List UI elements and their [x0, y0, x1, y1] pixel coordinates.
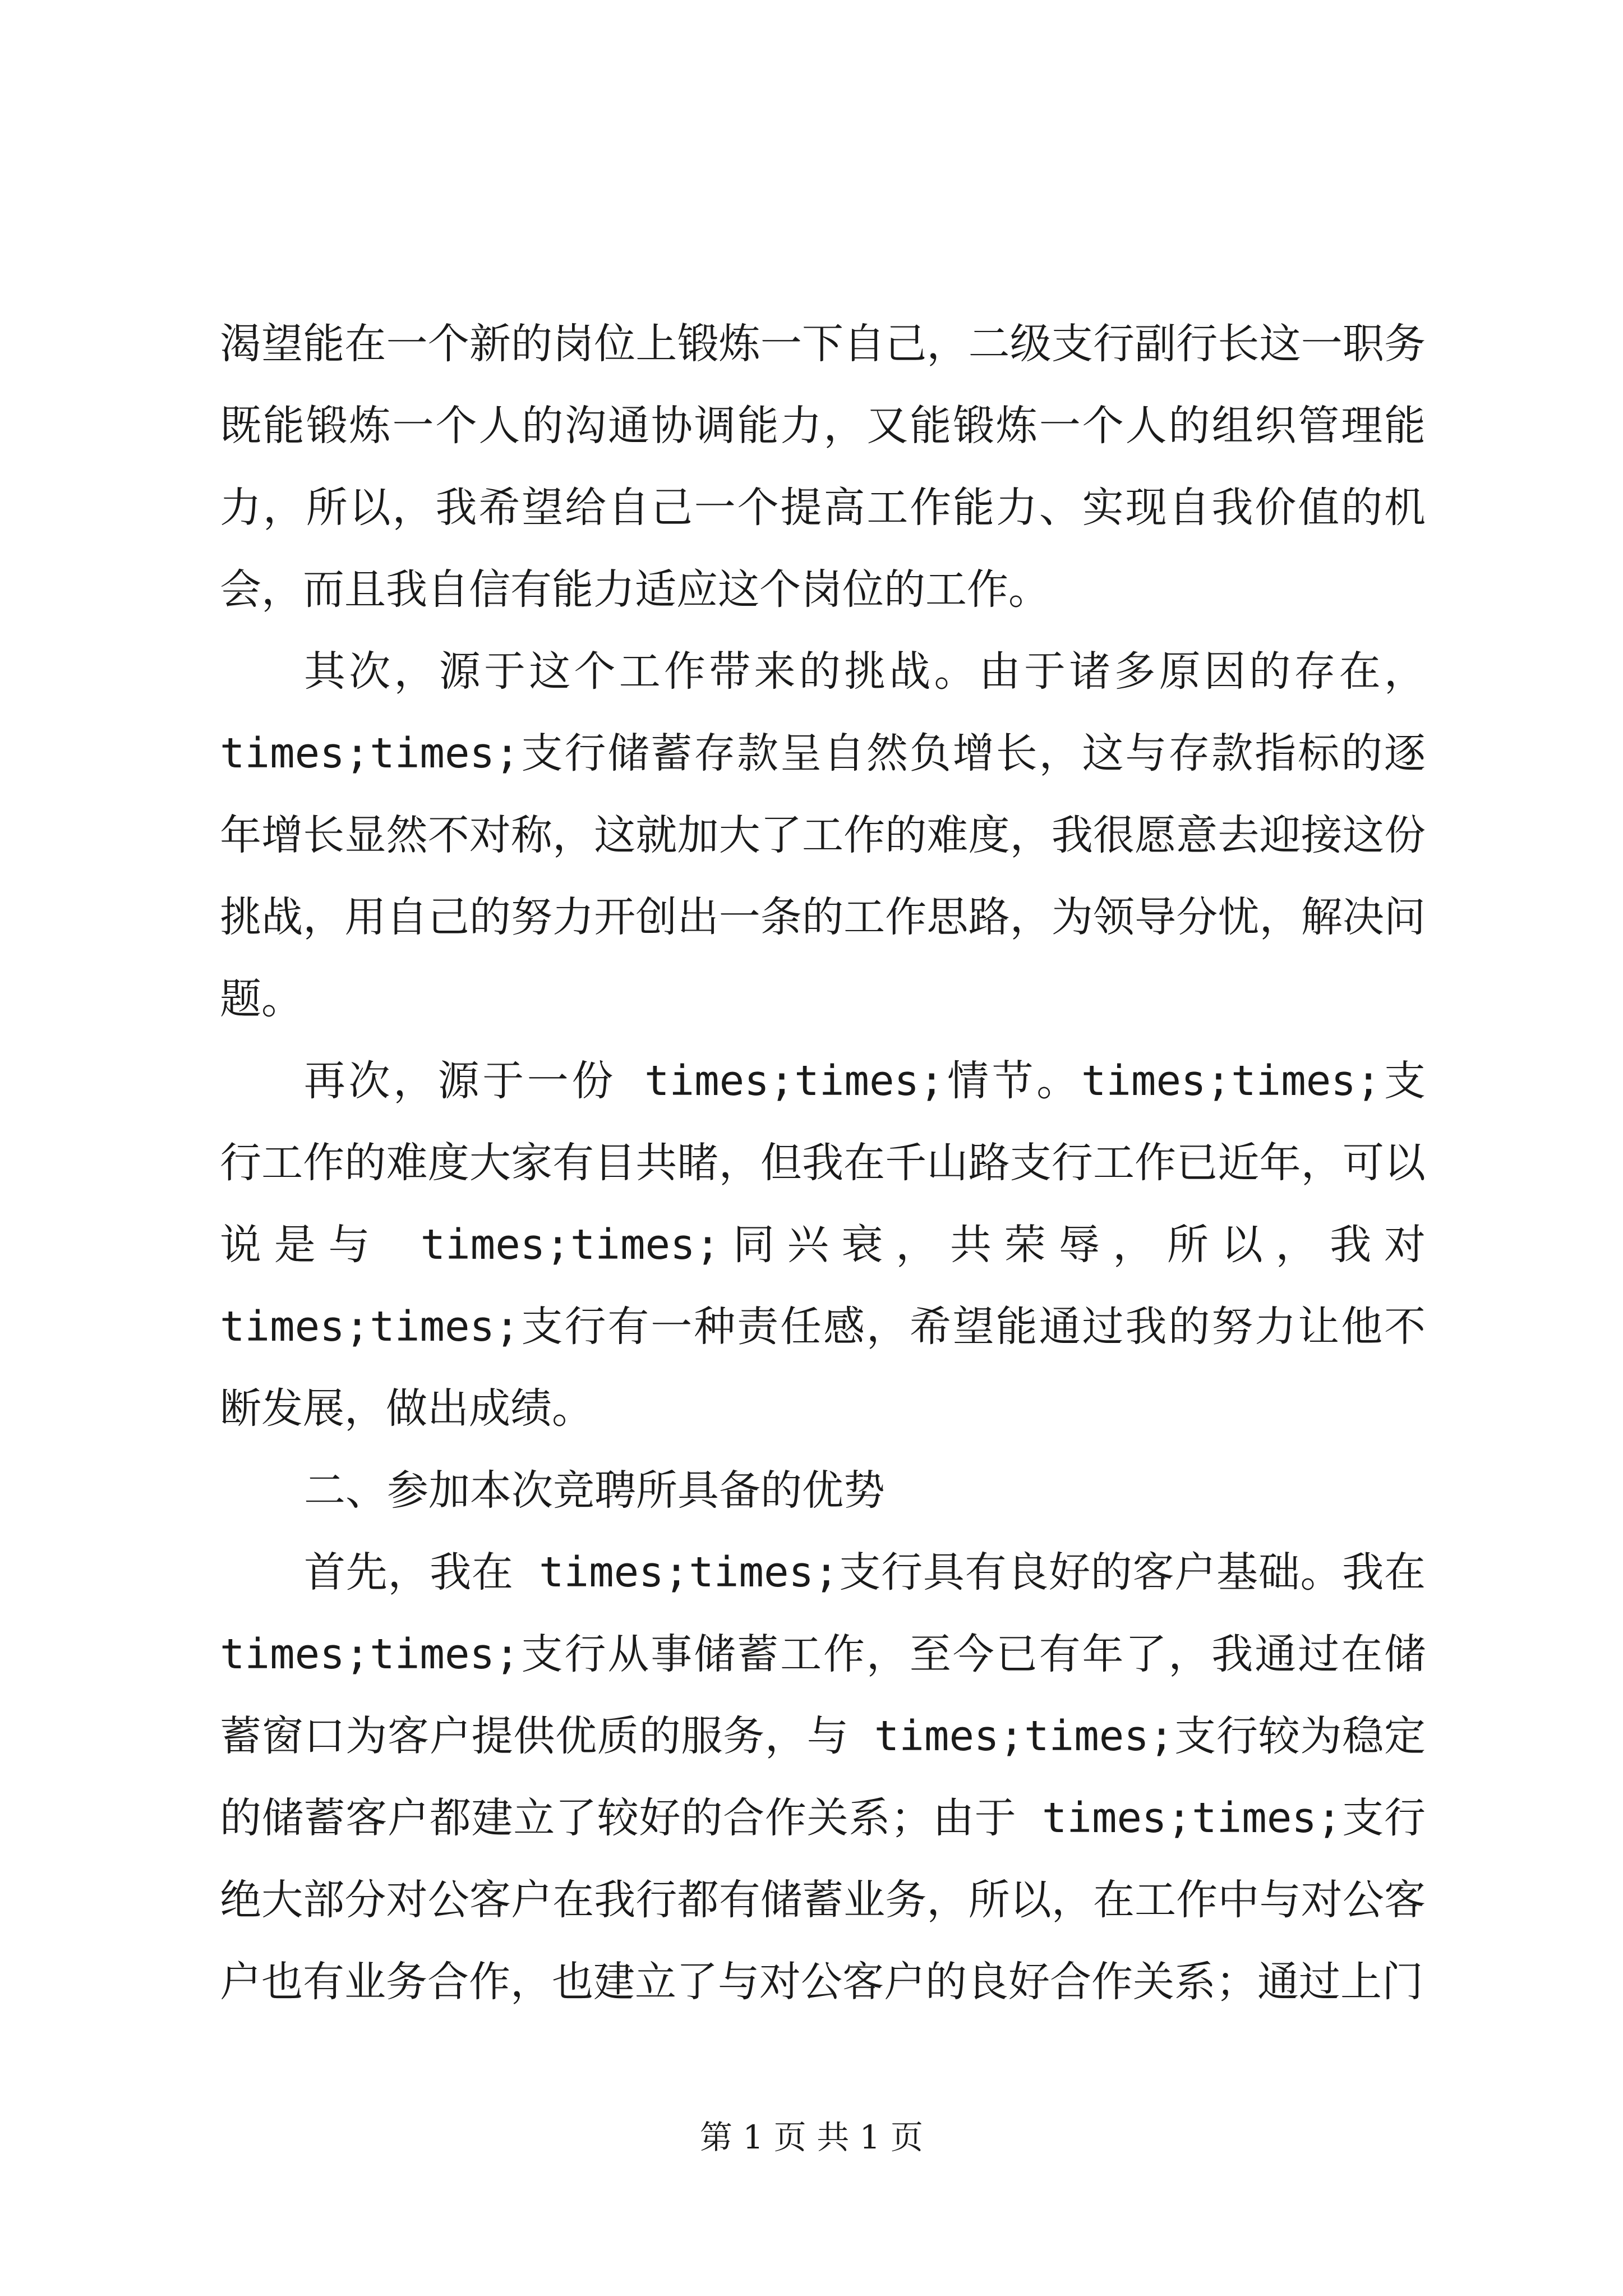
paragraph-advantages: 首先，我在 times;times;支行具有良好的客户基础。我在times;times;支行从事储蓄工作，至今已有年了，我通过在储蓄窗口为客户提供优质的服务，与 times;times;支行较为稳定的储蓄客户都建立了较好的合作关系；由于 times;times;支行绝大部分对公客户在我行都有储蓄业务，所以，在工作中与对公客户也有业务合作，也建立了与对公客户的良好合作关系；通过上门 [220, 1548, 1426, 2006]
paragraph-continuation: 渴望能在一个新的岗位上锻炼一下自己，二级支行副行长这一职务既能锻炼一个人的沟通协调能力，又能锻炼一个人的组织管理能力，所以，我希望给自己一个提高工作能力、实现自我价值的机会，而且我自信有能力适应这个岗位的工作。 [220, 320, 1426, 614]
paragraph-challenge: 其次，源于这个工作带来的挑战。由于诸多原因的存在，times;times;支行储蓄存款呈自然负增长，这与存款指标的逐年增长显然不对称，这就加大了工作的难度，我很愿意去迎接这份挑战，用自己的努力开创出一条的工作思路，为领导分忧，解决问题。 [220, 647, 1426, 1023]
section-heading: 二、参加本次竞聘所具备的优势 [304, 1466, 885, 1515]
document-body [220, 303, 1426, 2023]
page-footer: 第 1 页 共 1 页 [700, 2118, 923, 2156]
paragraph-attachment: 再次，源于一份 times;times;情节。times;times;支行工作的难度大家有目共睹，但我在千山路支行工作已近年，可以说是与 times;times;同兴衰，共荣辱，所以，我对 times;times;支行有一种责任感，希望能通过我的努力让他不断发展，做出成绩。 [220, 1057, 1426, 1433]
